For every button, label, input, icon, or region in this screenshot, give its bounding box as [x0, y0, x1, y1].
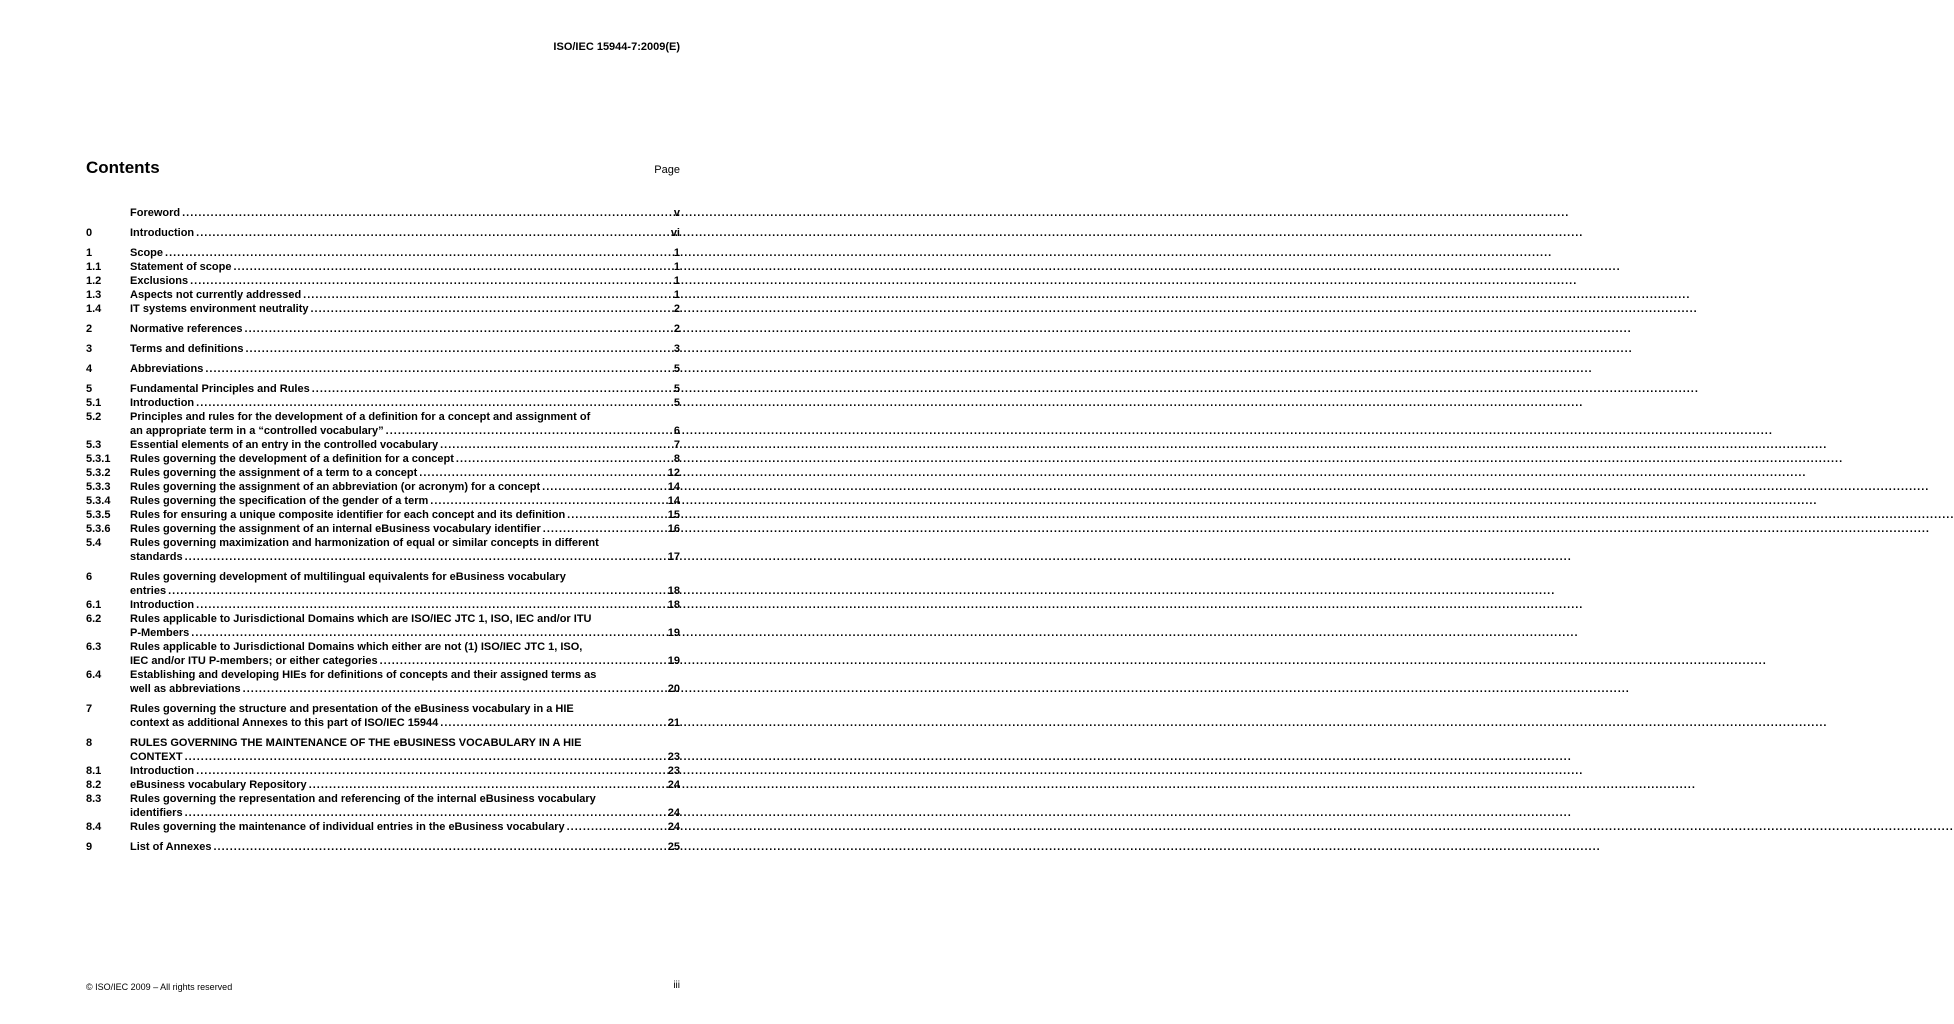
toc-entry-title: Introduction	[130, 397, 195, 409]
toc-entry-title-line: Establishing and developing HIEs for definitions of concepts and their assigned terms as	[130, 669, 597, 681]
toc-page-number: 20	[667, 683, 680, 695]
toc-entry[interactable]	[86, 246, 680, 260]
toc-entry[interactable]	[86, 668, 680, 696]
toc-entry[interactable]	[86, 322, 680, 336]
toc-entry-number: 1.3	[86, 289, 102, 301]
toc-page-number: 18	[667, 585, 680, 597]
toc-entry-title: entries	[130, 585, 167, 597]
toc-entry[interactable]	[86, 570, 680, 598]
toc-entry[interactable]	[86, 522, 680, 536]
toc-entry[interactable]	[86, 536, 680, 564]
toc-entry[interactable]	[86, 226, 680, 240]
toc-dot-leader	[540, 480, 668, 494]
toc-dot-leader	[212, 840, 668, 854]
toc-entry[interactable]	[86, 480, 680, 494]
toc-entry-number: 5.3.3	[86, 481, 111, 493]
toc-dot-leader	[417, 466, 667, 480]
toc-entry-title: Rules governing the assignment of a term to a concept	[130, 467, 418, 479]
toc-entry[interactable]	[86, 342, 680, 356]
toc-page-number: 15	[667, 509, 680, 521]
toc-entry[interactable]	[86, 702, 680, 730]
toc-entry-number: 1.4	[86, 303, 102, 315]
toc-entry-title-line: Rules governing maximization and harmonization of equal or similar concepts in different	[130, 537, 599, 549]
toc-entry-title-line: Rules governing the representation and referencing of the internal eBusiness vocabulary	[130, 793, 596, 805]
toc-dot-leader	[565, 508, 668, 522]
toc-entry-number: 8.3	[86, 793, 102, 805]
toc-entry[interactable]	[86, 612, 680, 640]
toc-entry-number: 5.3.2	[86, 467, 111, 479]
toc-entry-number: 3	[86, 343, 93, 355]
toc-entry-title-line: RULES GOVERNING THE MAINTENANCE OF THE eBUSINESS VOCABULARY IN A HIE	[130, 737, 582, 749]
toc-entry-title: Normative references	[130, 323, 243, 335]
toc-entry-number: 5.3.1	[86, 453, 111, 465]
toc-entry-title: Statement of scope	[130, 261, 232, 273]
toc-page-number: 16	[667, 523, 680, 535]
toc-page-number: v	[673, 207, 680, 219]
toc-entry-title: Aspects not currently addressed	[130, 289, 302, 301]
toc-entry-number: 6.2	[86, 613, 102, 625]
document-id-header: ISO/IEC 15944-7:2009(E)	[553, 41, 680, 53]
toc-dot-leader	[307, 778, 668, 792]
toc-entry-title-line: Principles and rules for the development of a definition for a concept and assignment of	[130, 411, 591, 423]
toc-entry-number: 7	[86, 703, 93, 715]
toc-page-number: 6	[673, 425, 680, 437]
toc-entry[interactable]	[86, 792, 680, 820]
toc-entry[interactable]	[86, 640, 680, 668]
toc-entry-number: 5.3.5	[86, 509, 111, 521]
toc-entry-number: 1	[86, 247, 93, 259]
toc-entry-number: 8.1	[86, 765, 102, 777]
toc-entry-title: IEC and/or ITU P-members; or either categories	[130, 655, 378, 667]
toc-entry-number: 8.2	[86, 779, 102, 791]
toc-entry-title: an appropriate term in a “controlled vocabulary”	[130, 425, 384, 437]
toc-entry-title: eBusiness vocabulary Repository	[130, 779, 307, 791]
toc-page-number: 21	[667, 717, 680, 729]
toc-entry-title: Rules for ensuring a unique composite identifier for each concept and its definition	[130, 509, 566, 521]
toc-entry-number: 9	[86, 841, 93, 853]
toc-dot-leader	[203, 362, 674, 376]
toc-dot-leader	[384, 424, 674, 438]
page-title: Contents	[86, 158, 160, 177]
toc-page-number: 7	[673, 439, 680, 451]
toc-entry[interactable]	[86, 598, 680, 612]
toc-entry[interactable]	[86, 452, 680, 466]
toc-dot-leader	[243, 342, 673, 356]
toc-dot-leader	[454, 452, 674, 466]
toc-page-number: 1	[673, 261, 680, 273]
toc-dot-leader	[180, 206, 674, 220]
toc-entry-title: Terms and definitions	[130, 343, 244, 355]
toc-dot-leader	[438, 716, 667, 730]
toc-page-number: 24	[667, 821, 680, 833]
toc-page-number: 24	[667, 779, 680, 791]
toc-dot-leader	[183, 806, 668, 820]
toc-page-number: 12	[667, 467, 680, 479]
page-column-label: Page	[654, 164, 680, 176]
toc-entry[interactable]	[86, 288, 680, 302]
toc-entry[interactable]	[86, 764, 680, 778]
table-of-contents	[86, 206, 680, 854]
toc-entry-title: standards	[130, 551, 183, 563]
toc-dot-leader	[166, 584, 668, 598]
toc-page-number: 25	[667, 841, 680, 853]
toc-page-number: 24	[667, 807, 680, 819]
toc-dot-leader	[194, 598, 668, 612]
toc-entry[interactable]	[86, 260, 680, 274]
toc-dot-leader	[194, 226, 671, 240]
toc-entry[interactable]	[86, 302, 680, 316]
toc-entry-title: context as additional Annexes to this part of ISO/IEC 15944	[130, 717, 439, 729]
toc-entry-title: Essential elements of an entry in the controlled vocabulary	[130, 439, 439, 451]
toc-entry-title: Rules governing the development of a definition for a concept	[130, 453, 454, 465]
toc-dot-leader	[194, 396, 674, 410]
toc-entry-title: well as abbreviations	[130, 683, 241, 695]
toc-dot-leader	[241, 682, 668, 696]
toc-entry-number: 5.4	[86, 537, 102, 549]
toc-dot-leader	[183, 550, 668, 564]
toc-page-number: 23	[667, 765, 680, 777]
toc-dot-leader	[378, 654, 668, 668]
toc-entry-title: IT systems environment neutrality	[130, 303, 309, 315]
toc-entry-number: 6.3	[86, 641, 102, 653]
copyright-footer: © ISO/IEC 2009 – All rights reserved	[86, 982, 233, 992]
toc-entry-number: 0	[86, 227, 93, 239]
toc-page-number: vi	[670, 227, 680, 239]
toc-dot-leader	[565, 820, 668, 834]
toc-entry[interactable]	[86, 396, 680, 410]
toc-entry-number: 8	[86, 737, 93, 749]
toc-entry[interactable]	[86, 736, 680, 764]
toc-entry-title: Exclusions	[130, 275, 189, 287]
toc-page-number: 1	[673, 247, 680, 259]
toc-page-number: 5	[673, 397, 680, 409]
toc-page-number: 19	[667, 627, 680, 639]
toc-entry-title: Introduction	[130, 599, 195, 611]
toc-entry-title: Rules governing the assignment of an abbreviation (or acronym) for a concept	[130, 481, 541, 493]
toc-entry-number: 5.3	[86, 439, 102, 451]
toc-page-number: 2	[673, 303, 680, 315]
toc-dot-leader	[438, 438, 674, 452]
toc-entry-title: Introduction	[130, 227, 195, 239]
toc-page-number: 19	[667, 655, 680, 667]
toc-dot-leader	[188, 274, 674, 288]
toc-entry-title: P-Members	[130, 627, 190, 639]
toc-entry-title: identifiers	[130, 807, 183, 819]
toc-entry-number: 5.1	[86, 397, 102, 409]
toc-page-number: 3	[673, 343, 680, 355]
toc-entry[interactable]	[86, 382, 680, 396]
toc-entry-number: 5.2	[86, 411, 102, 423]
toc-entry-title: Scope	[130, 247, 164, 259]
toc-entry-number: 1.1	[86, 261, 102, 273]
toc-dot-leader	[309, 302, 674, 316]
toc-entry-number: 8.4	[86, 821, 102, 833]
toc-dot-leader	[189, 626, 667, 640]
toc-dot-leader	[231, 260, 673, 274]
toc-page-number: 14	[667, 481, 680, 493]
toc-dot-leader	[183, 750, 668, 764]
toc-entry-number: 6	[86, 571, 93, 583]
toc-dot-leader	[310, 382, 674, 396]
toc-entry-title-line: Rules governing development of multilingual equivalents for eBusiness vocabulary	[130, 571, 566, 583]
toc-entry-title: Abbreviations	[130, 363, 204, 375]
toc-entry[interactable]	[86, 778, 680, 792]
toc-page-number: 1	[673, 275, 680, 287]
toc-entry[interactable]	[86, 274, 680, 288]
toc-page-number: 17	[667, 551, 680, 563]
toc-page-number: 5	[673, 383, 680, 395]
toc-entry[interactable]	[86, 362, 680, 376]
toc-entry[interactable]	[86, 494, 680, 508]
toc-page-number: 8	[673, 453, 680, 465]
toc-entry-number: 2	[86, 323, 93, 335]
toc-entry-title: Foreword	[130, 207, 181, 219]
page-number-footer: iii	[673, 980, 680, 991]
toc-dot-leader	[163, 246, 674, 260]
toc-page-number: 18	[667, 599, 680, 611]
toc-entry-title-line: Rules governing the structure and presentation of the eBusiness vocabulary in a HIE	[130, 703, 574, 715]
toc-entry[interactable]	[86, 840, 680, 854]
toc-entry-title: Rules governing the specification of the gender of a term	[130, 495, 429, 507]
toc-entry-title: Introduction	[130, 765, 195, 777]
toc-entry-number: 5.3.6	[86, 523, 111, 535]
toc-page-number: 23	[667, 751, 680, 763]
toc-entry-number: 1.2	[86, 275, 102, 287]
toc-page-number: 14	[667, 495, 680, 507]
toc-entry-number: 6.4	[86, 669, 102, 681]
toc-entry-title: List of Annexes	[130, 841, 212, 853]
toc-entry-number: 6.1	[86, 599, 102, 611]
toc-entry-title: CONTEXT	[130, 751, 183, 763]
toc-dot-leader	[243, 322, 674, 336]
toc-entry-number: 5	[86, 383, 93, 395]
toc-dot-leader	[541, 522, 668, 536]
toc-entry[interactable]	[86, 410, 680, 438]
toc-entry-number: 4	[86, 363, 93, 375]
toc-dot-leader	[301, 288, 674, 302]
toc-dot-leader	[428, 494, 667, 508]
toc-dot-leader	[194, 764, 668, 778]
toc-entry[interactable]	[86, 438, 680, 452]
toc-entry-title-line: Rules applicable to Jurisdictional Domains which either are not (1) ISO/IEC JTC 1, ISO,	[130, 641, 583, 653]
toc-entry-title-line: Rules applicable to Jurisdictional Domains which are ISO/IEC JTC 1, ISO, IEC and/or ITU	[130, 613, 592, 625]
toc-entry[interactable]	[86, 206, 680, 220]
toc-entry-number: 5.3.4	[86, 495, 111, 507]
toc-page-number: 1	[673, 289, 680, 301]
toc-entry[interactable]	[86, 466, 680, 480]
toc-page-number: 2	[673, 323, 680, 335]
toc-entry[interactable]	[86, 820, 680, 834]
toc-entry-title: Fundamental Principles and Rules	[130, 383, 310, 395]
toc-entry[interactable]	[86, 508, 680, 522]
toc-entry-title: Rules governing the assignment of an internal eBusiness vocabulary identifier	[130, 523, 541, 535]
toc-entry-title: Rules governing the maintenance of individual entries in the eBusiness vocabulary	[130, 821, 565, 833]
toc-page-number: 5	[673, 363, 680, 375]
